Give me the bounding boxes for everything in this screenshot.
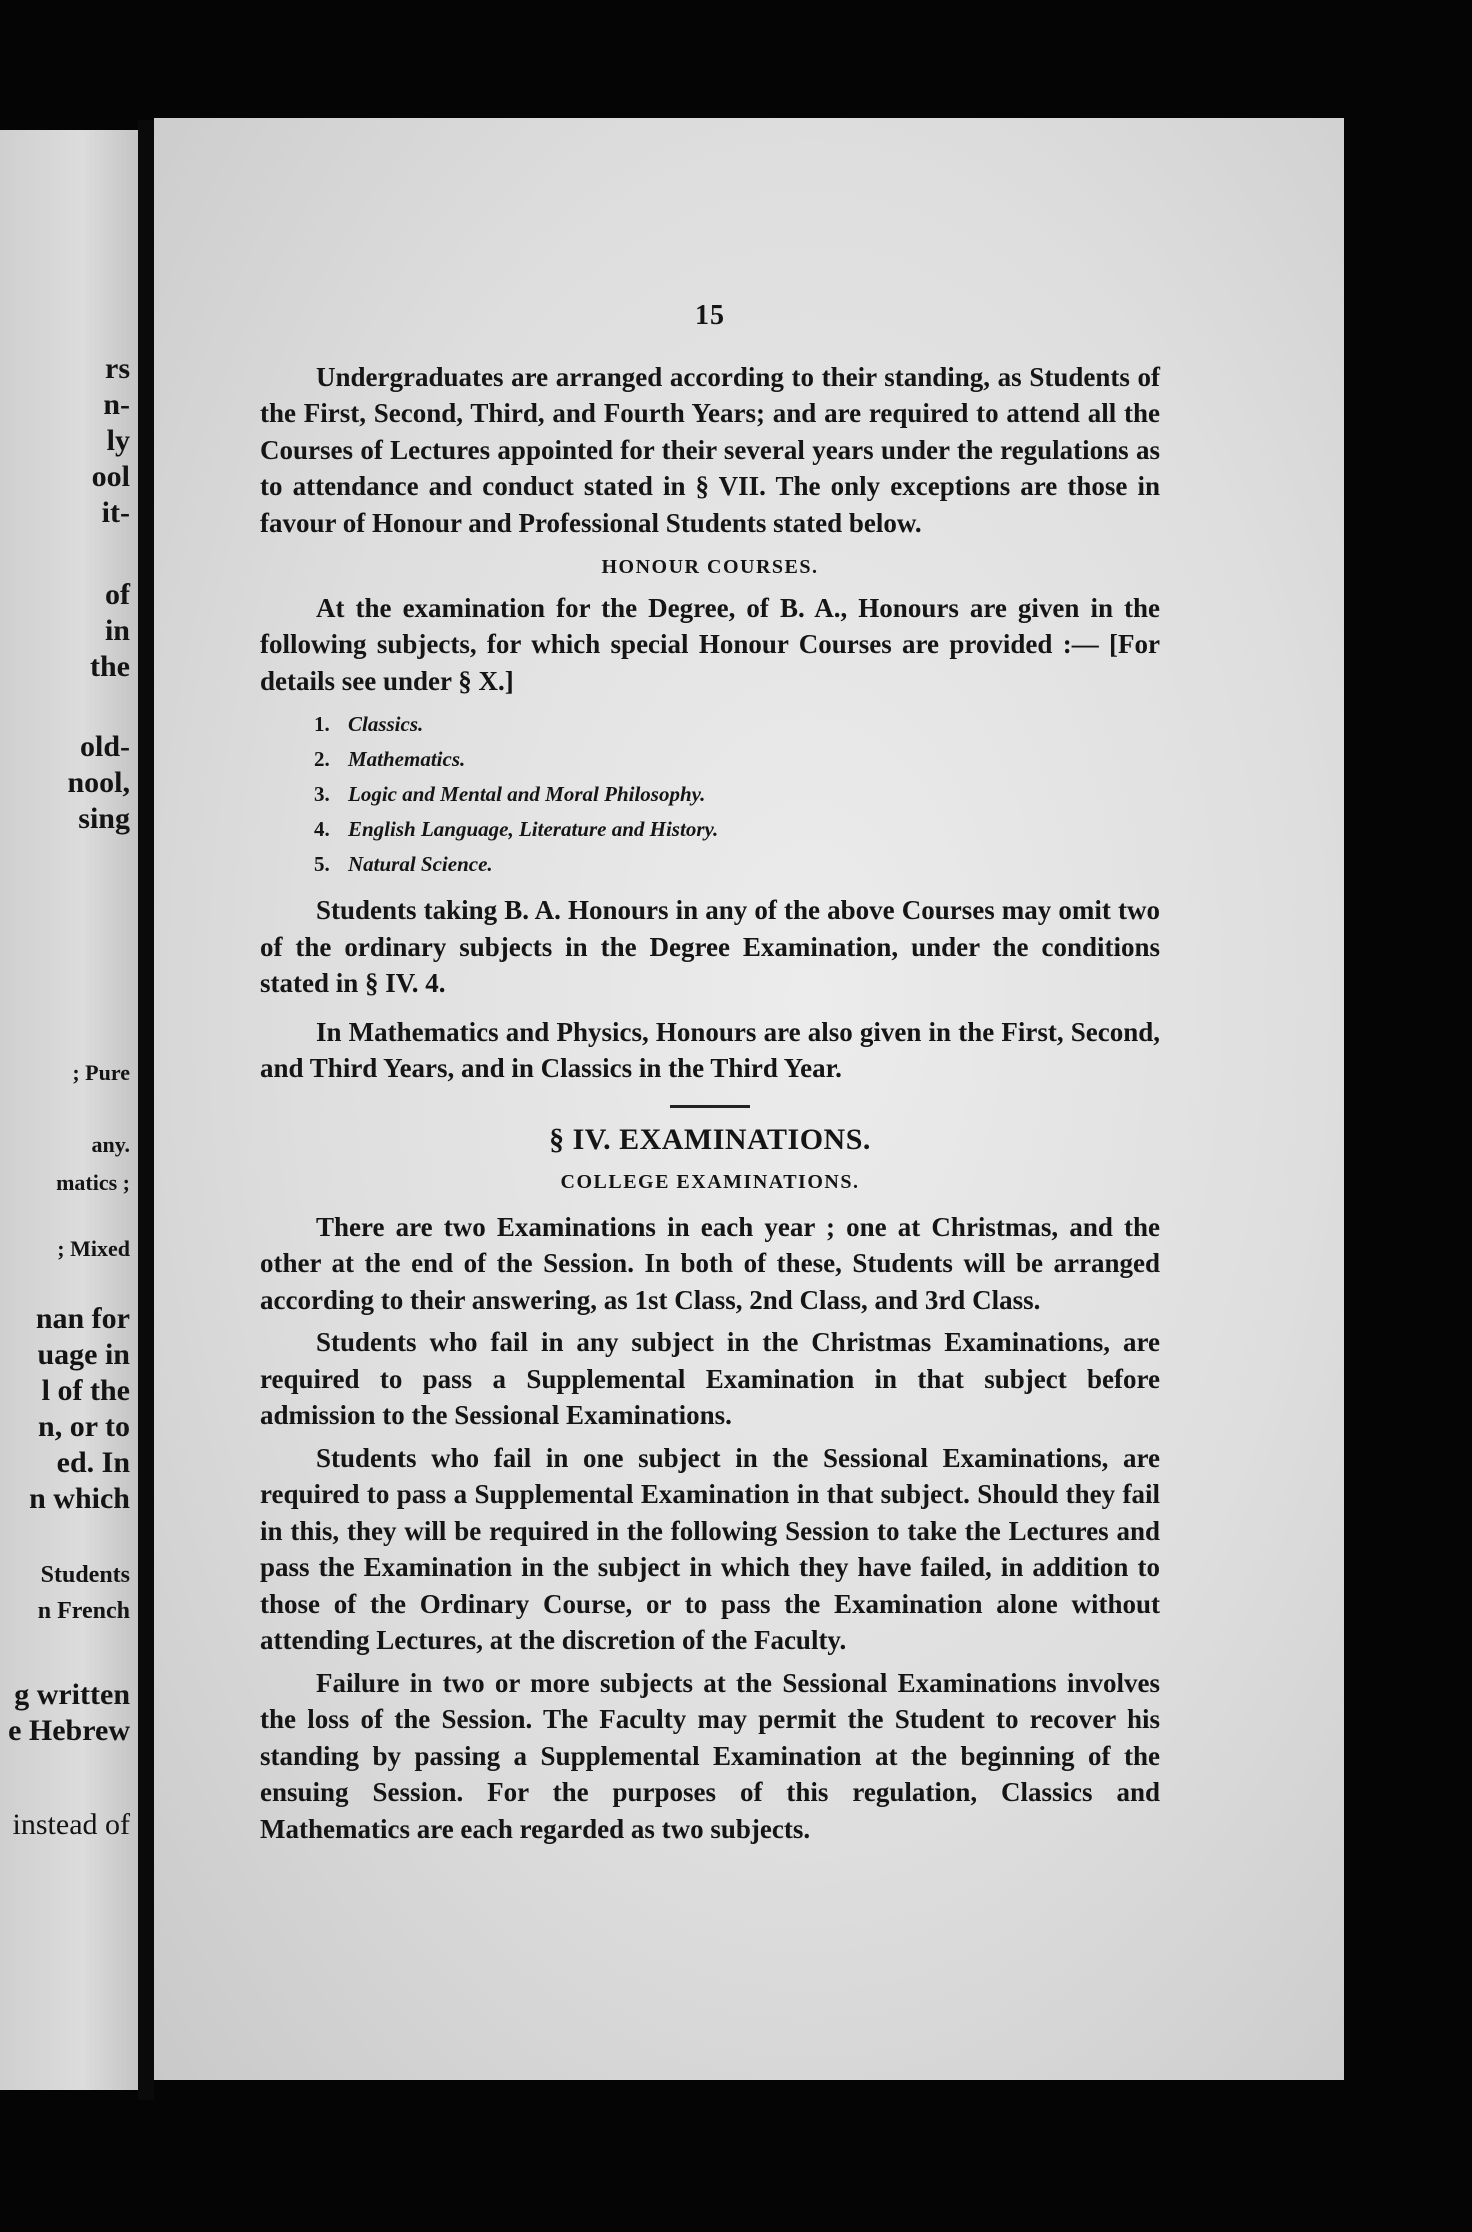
left-page-fragment: any. [91,1132,130,1157]
list-item-number: 3. [314,782,330,806]
left-page-fragment: ; Mixed [57,1236,130,1261]
book-gutter [138,120,154,2100]
left-page-fragment: l of the [41,1374,130,1407]
section-divider [670,1105,750,1108]
college-examinations-heading: COLLEGE EXAMINATIONS. [560,1171,860,1193]
left-page-fragment: ; Pure [72,1060,130,1085]
list-item-label: Natural Science. [348,852,493,876]
left-page-fragment: matics ; [56,1170,130,1195]
left-facing-page [0,130,138,2090]
list-item [314,812,1160,847]
page-number: 15 [695,300,725,331]
honour-courses-paragraph: At the examination for the Degree, of B. A., Honours are given in the following subjects, for which special Honour Courses are provided :— [For details see under § X.] [260,592,1160,696]
list-item-number: 1. [314,712,330,736]
honour-courses-list [314,707,1160,882]
list-item-label: Mathematics. [348,747,466,771]
left-page-fragment: ool [91,460,130,493]
left-page-fragment: of [105,578,130,611]
list-item-number: 4. [314,817,330,841]
page-body [260,298,1160,1853]
exam-paragraph: There are two Examinations in each year ; one at Christmas, and the other at the end of the Session. In both of these, Students will be arranged according to their answering, as 1st Class, 2nd Class, and 3rd Class. [260,1211,1160,1315]
left-page-fragment: n- [103,388,130,421]
list-item-label: Classics. [348,712,424,736]
honours-omit-paragraph: Students taking B. A. Honours in any of the above Courses may omit two of the ordinary subjects in the Degree Examination, under the conditions stated in § IV. 4. [260,895,1160,998]
document-page [154,118,1344,2080]
left-page-fragment: n French [37,1598,130,1624]
left-page-fragment: the [90,650,130,683]
left-page-fragment: nan for [35,1302,130,1335]
left-page-fragment: rs [105,352,130,385]
list-item-label: English Language, Literature and History. [348,817,719,841]
honour-courses-heading: HONOUR COURSES. [601,556,819,578]
list-item-number: 5. [314,852,330,876]
left-page-fragment: n, or to [38,1410,130,1443]
left-page-fragment: in [104,614,130,647]
list-item-number: 2. [314,747,330,771]
left-page-fragment: n which [29,1482,130,1515]
left-page-fragment: ed. In [56,1446,130,1479]
exam-paragraph: Students who fail in any subject in the Christmas Examinations, are required to pass a Supplemental Examination in that subject before admission to the Sessional Examinations. [260,1327,1160,1430]
left-page-fragment: sing [78,802,130,835]
left-page-fragment: Students [40,1562,130,1588]
left-page-fragment: it- [101,496,130,529]
list-item [314,742,1160,777]
left-page-fragment: nool, [67,766,130,799]
intro-paragraph: Undergraduates are arranged according to their standing, as Students of the First, Second, Third, and Fourth Years; and are required to attend all the Courses of Lectures appointed for their several years under the regulations as to attendance and conduct stated in § VII. The only exceptions are those in favour of Honour and Professional Students stated below. [260,361,1160,538]
left-page-fragment: e Hebrew [8,1714,130,1747]
left-page-fragment: old- [79,730,130,763]
left-page-fragment: uage in [37,1338,130,1371]
list-item [314,847,1160,882]
left-page-fragment: instead of [12,1808,130,1841]
exam-paragraph: Students who fail in one subject in the Sessional Examinations, are required to pass a Supplemental Examination in that subject. Should they fail in this, they will be required in the following Session to take the Lectures and pass the Examination in the subject in which they have failed, in addition to those of the Ordinary Course, or to pass the Examination alone without attending Lectures, at the discretion of the Faculty. [260,1442,1160,1655]
list-item [314,777,1160,812]
mathematics-honours-paragraph: In Mathematics and Physics, Honours are also given in the First, Second, and Third Years, and in Classics in the Third Year. [260,1016,1160,1083]
list-item [314,707,1160,742]
list-item-label: Logic and Mental and Moral Philosophy. [348,782,706,806]
section-heading: § IV. EXAMINATIONS. [549,1122,871,1156]
left-page-fragment: g written [14,1678,130,1711]
left-page-fragment: ly [106,424,130,457]
exam-paragraph: Failure in two or more subjects at the Sessional Examinations involves the loss of the Session. The Faculty may permit the Student to recover his standing by passing a Supplemental Examination at the beginning of the ensuing Session. For the purposes of this regulation, Classics and Mathematics are each regarded as two subjects. [260,1667,1160,1844]
